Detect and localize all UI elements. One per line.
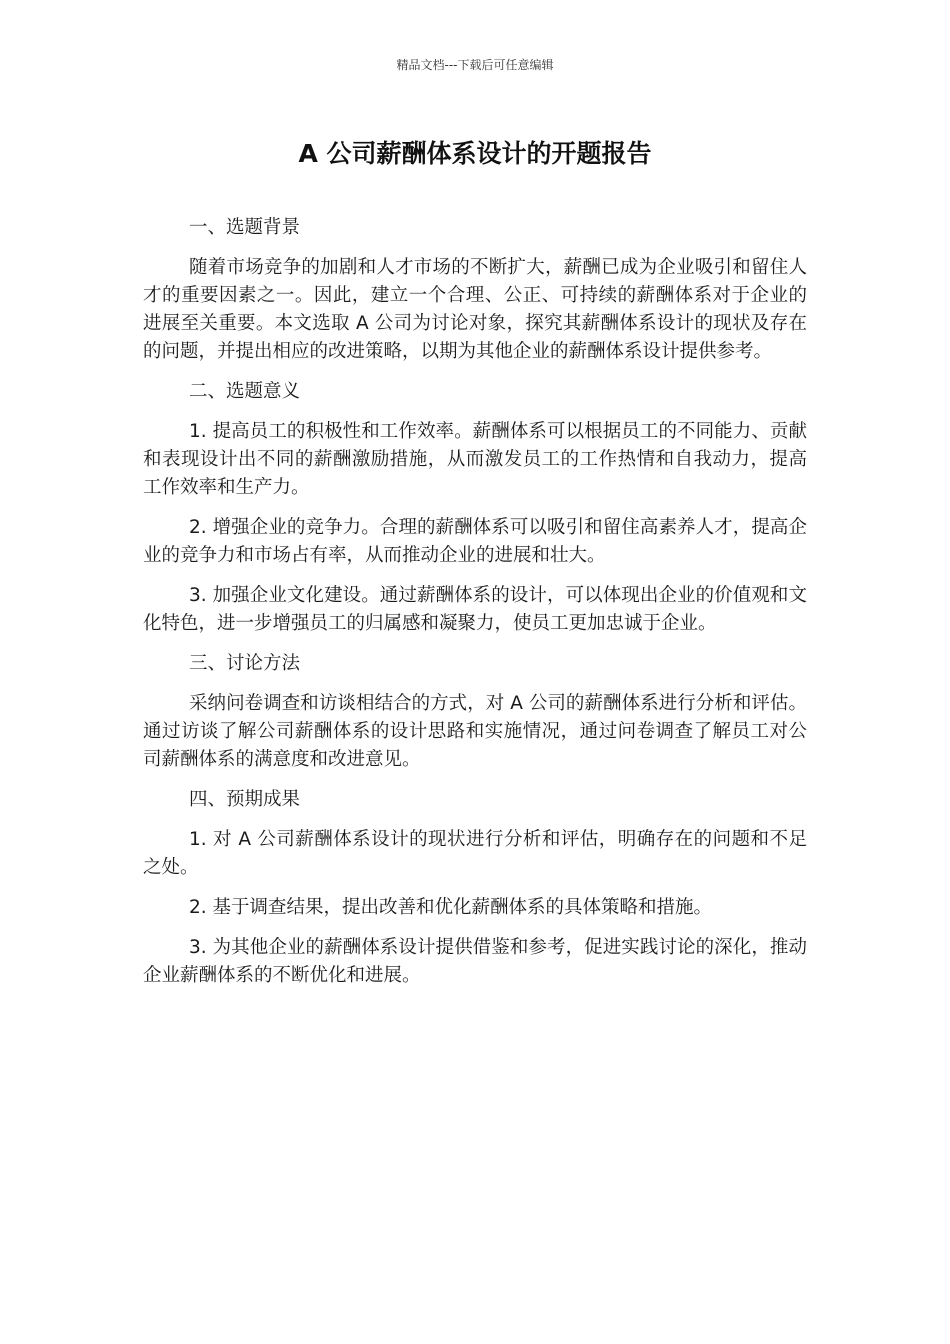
section-heading-significance: 二、选题意义 [189,381,301,402]
header-note: 精品文档---下载后可任意编辑 [396,58,554,72]
section-heading-background: 一、选题背景 [189,217,301,238]
section-heading-outcomes: 四、预期成果 [189,789,301,810]
paragraph-outcome-2: 2. 基于调查结果，提出改善和优化薪酬体系的具体策略和措施。 [189,897,713,918]
section-heading-method: 三、讨论方法 [189,653,301,674]
document-title: A 公司薪酬体系设计的开题报告 [298,139,652,168]
document-body [143,214,807,1002]
paragraph-outcome-3: 3. 为其他企业的薪酬体系设计提供借鉴和参考，促进实践讨论的深化，推动企业薪酬体系的不断优化和进展。 [143,937,807,986]
paragraph-significance-2: 2. 增强企业的竞争力。合理的薪酬体系可以吸引和留住高素养人才，提高企业的竞争力和市场占有率，从而推动企业的进展和壮大。 [143,517,807,566]
paragraph-background: 随着市场竞争的加剧和人才市场的不断扩大，薪酬已成为企业吸引和留住人才的重要因素之一。因此，建立一个合理、公正、可持续的薪酬体系对于企业的进展至关重要。本文选取 A 公司为讨论对象，探究其薪酬体系设计的现状及存在的问题，并提出相应的改进策略，以期为其他企业的薪酬体系设计提供参考。 [143,257,807,362]
paragraph-significance-1: 1. 提高员工的积极性和工作效率。薪酬体系可以根据员工的不同能力、贡献和表现设计出不同的薪酬激励措施，从而激发员工的工作热情和自我动力，提高工作效率和生产力。 [143,421,807,498]
paragraph-significance-3: 3. 加强企业文化建设。通过薪酬体系的设计，可以体现出企业的价值观和文化特色，进一步增强员工的归属感和凝聚力，使员工更加忠诚于企业。 [143,585,807,634]
paragraph-outcome-1: 1. 对 A 公司薪酬体系设计的现状进行分析和评估，明确存在的问题和不足之处。 [143,829,807,878]
paragraph-method: 采纳问卷调查和访谈相结合的方式，对 A 公司的薪酬体系进行分析和评估。通过访谈了解公司薪酬体系的设计思路和实施情况，通过问卷调查了解员工对公司薪酬体系的满意度和改进意见。 [143,693,807,770]
